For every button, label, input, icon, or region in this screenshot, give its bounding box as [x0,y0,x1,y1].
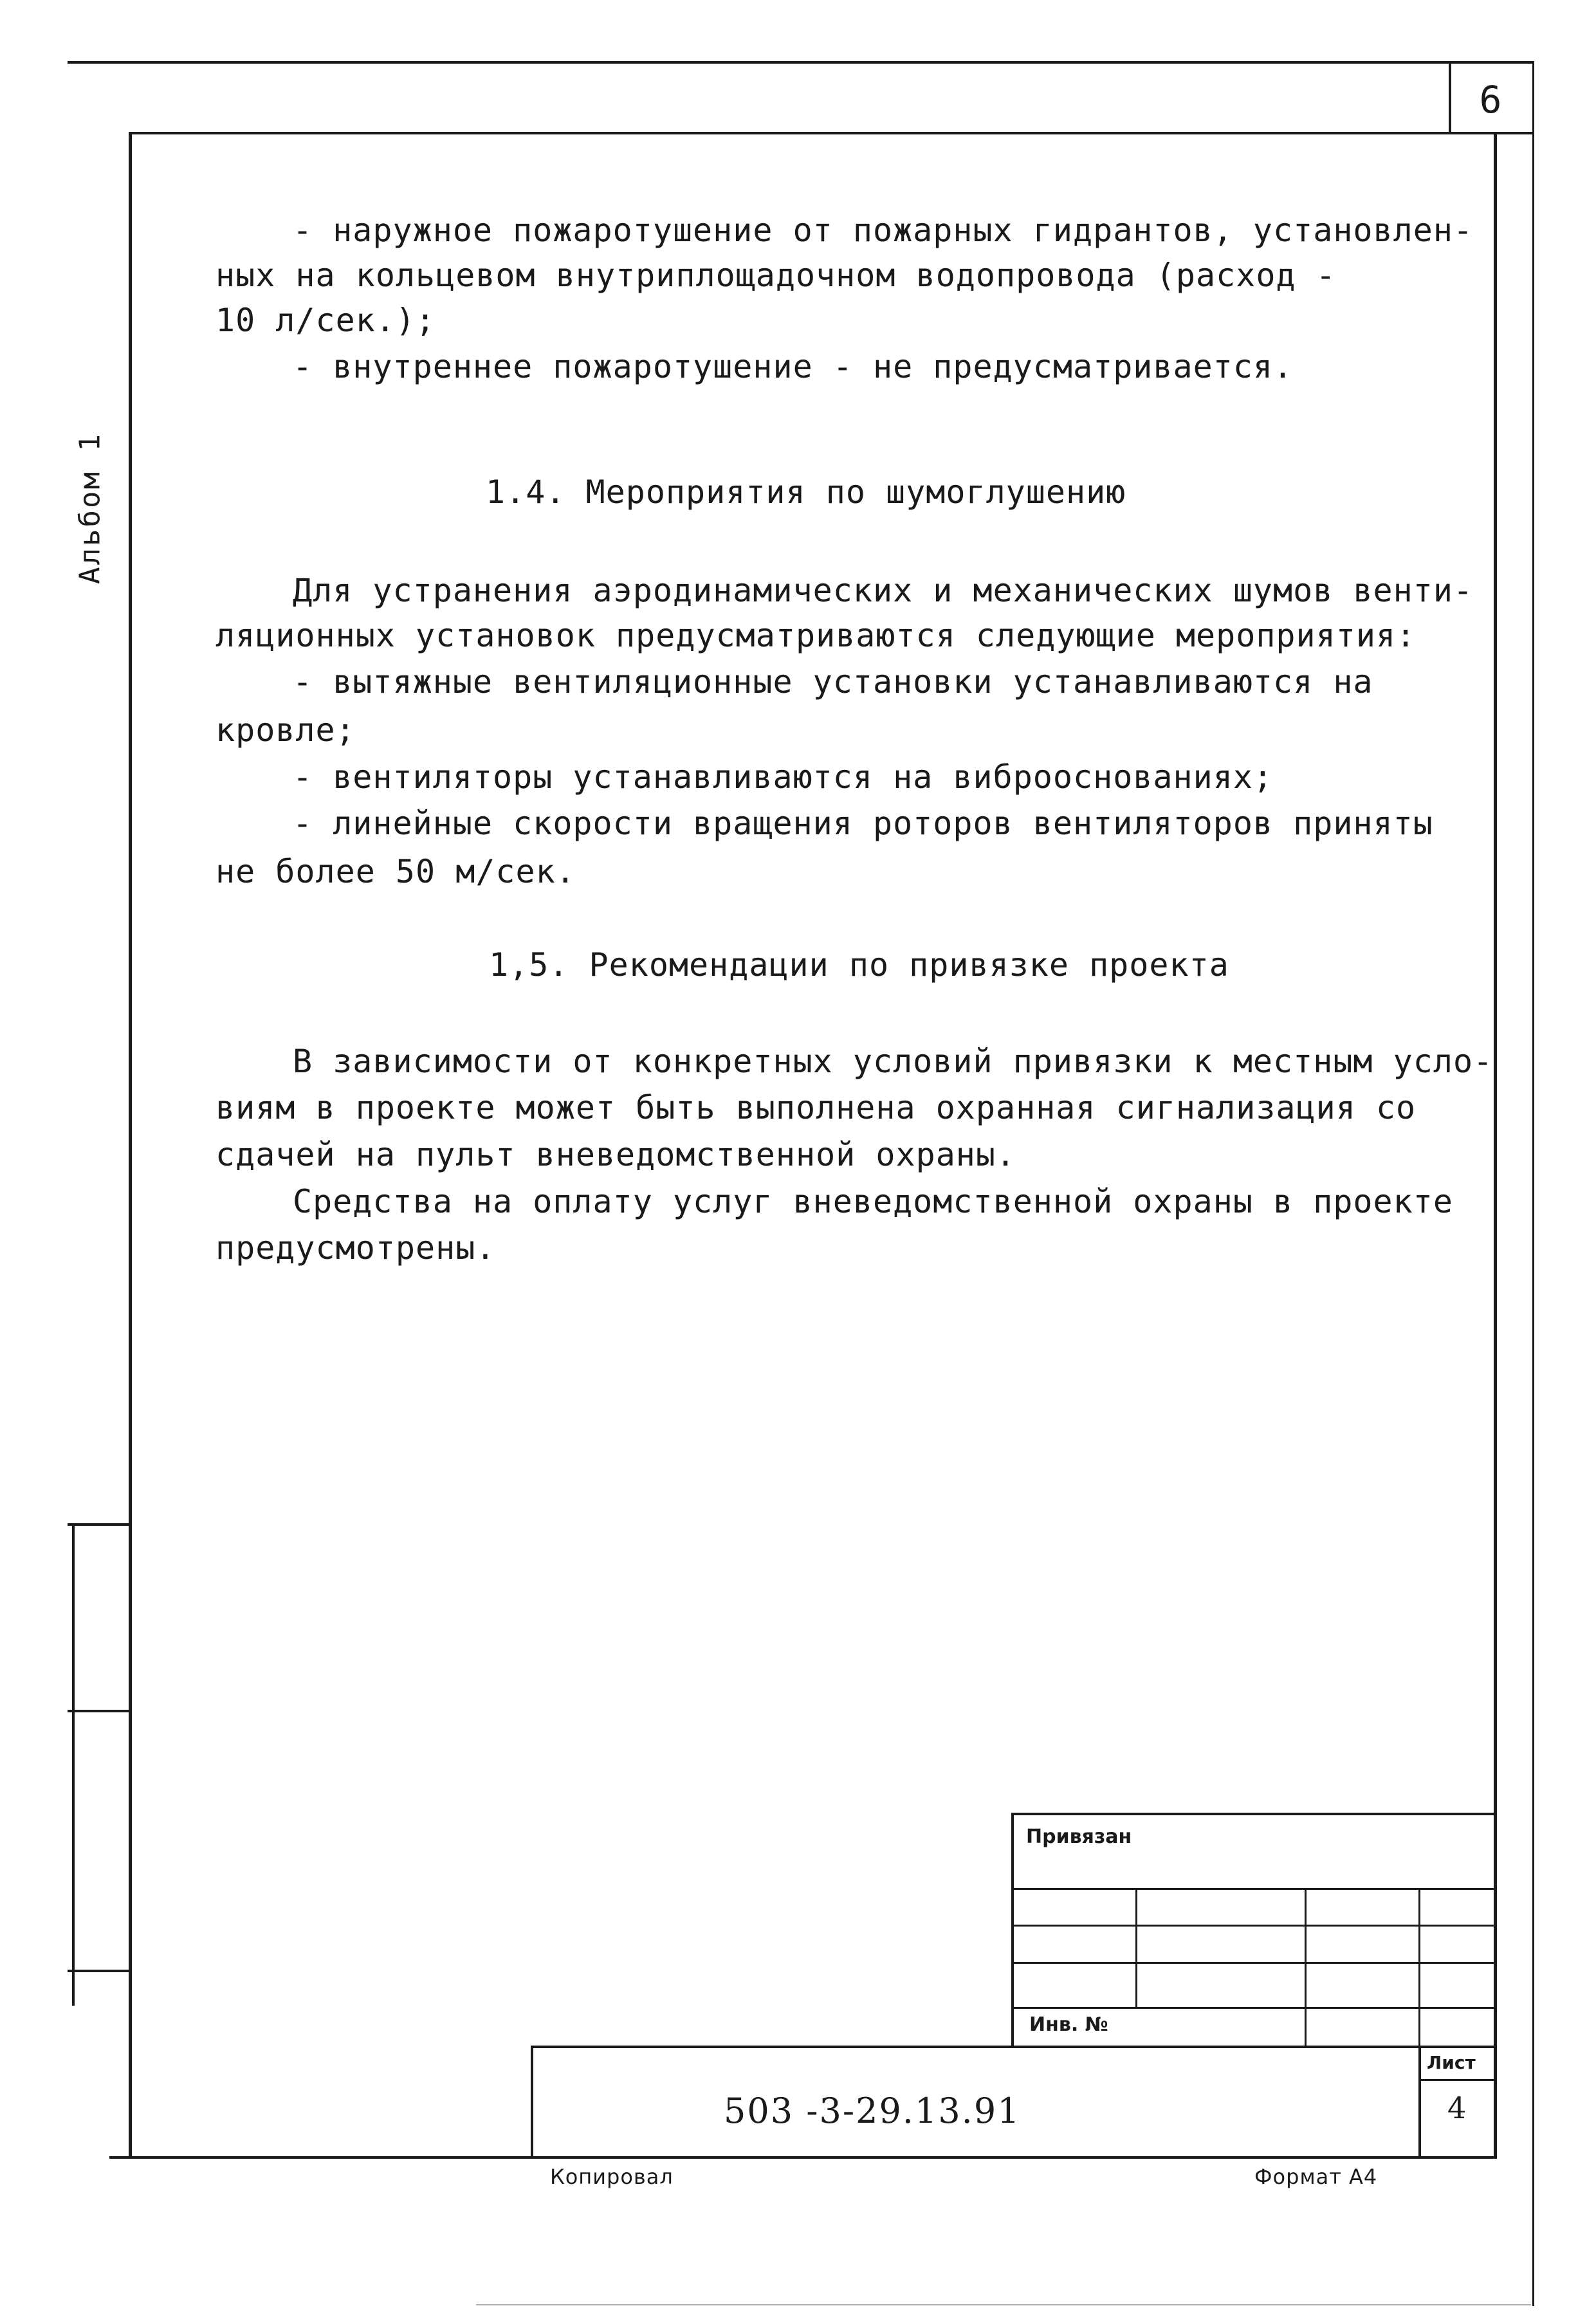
stamp-upper-col-1 [1135,1888,1137,2007]
stamp-lower-top [531,2046,1497,2048]
stamp-upper-row-4 [1011,2007,1497,2009]
binding-strip-top [68,1523,130,1526]
section-1-4-title: 1.4. Мероприятия по шумоглушению [486,473,1126,511]
frame-right [1494,132,1497,2158]
inv-number-label: Инв. № [1029,2013,1108,2036]
fire-line-3: 10 л/сек.); [216,302,436,339]
fire-line-4: - внутреннее пожаротушение - не предусматривается. [293,348,1294,385]
stamp-upper-col-3 [1418,1888,1420,2047]
fire-line-2: ных на кольцевом внутриплощадочном водопровода (расход - [216,257,1336,294]
stamp-upper-left [1011,1813,1014,2047]
section-1-5-line-3: сдачей на пульт вневедомственной охраны. [216,1136,1016,1173]
section-1-4-line-7: не более 50 м/сек. [216,853,576,890]
frame-bottom [109,2156,1497,2159]
binding-strip-mid [68,1710,130,1712]
section-1-4-line-3: - вытяжные вентиляционные установки устанавливаются на [293,663,1373,701]
fire-line-1: - наружное пожаротушение от пожарных гидрантов, установлен- [293,212,1474,249]
page-number: 6 [1479,78,1502,122]
stamp-upper-row-3 [1011,1962,1497,1964]
sheet-label: Лист [1427,2052,1476,2073]
top-rule [68,61,1534,64]
section-1-4-line-4: кровле; [216,711,356,749]
outer-right-edge [1532,61,1534,2306]
format-label: Формат А4 [1254,2165,1378,2189]
section-1-4-line-5: - вентиляторы устанавливаются на виброоснованиях; [293,758,1274,796]
sheet-value: 4 [1447,2091,1467,2125]
privyazan-label: Привязан [1026,1826,1132,1848]
album-side-label [64,425,116,592]
stamp-upper-col-2 [1305,1888,1307,2047]
section-1-5-line-1: В зависимости от конкретных условий привязки к местным усло- [293,1043,1494,1080]
stamp-lower-left [531,2046,533,2158]
section-1-5-line-5: предусмотрены. [216,1229,496,1267]
section-1-4-line-1: Для устранения аэродинамических и механических шумов венти- [293,572,1474,609]
section-1-5-line-2: виям в проекте может быть выполнена охранная сигнализация со [216,1089,1417,1126]
document-code: 503 -3-29.13.91 [724,2091,1021,2131]
section-1-5-title: 1,5. Рекомендации по привязке проекта [489,946,1229,984]
section-1-4-line-2: ляционных установок предусматриваются следующие мероприятия: [216,617,1417,654]
frame-top [129,132,1534,134]
album-side-label-text: Альбом 1 [73,432,107,584]
stamp-upper-row-2 [1011,1925,1497,1927]
stamp-sheet-row [1418,2079,1497,2081]
stamp-upper-row-1 [1011,1888,1497,1890]
copied-label: Копировал [550,2165,674,2189]
stamp-sheet-col [1418,2046,1421,2158]
bottom-dashed-trace [476,2304,1531,2305]
section-1-4-line-6: - линейные скорости вращения роторов вентиляторов приняты [293,805,1433,842]
section-1-5-line-4: Средства на оплату услуг вневедомственной охраны в проекте [293,1183,1453,1220]
binding-strip-vertical [72,1523,75,2006]
binding-strip-bottom [68,1970,130,1972]
frame-left [129,132,132,2158]
stamp-upper-top [1011,1813,1497,1815]
